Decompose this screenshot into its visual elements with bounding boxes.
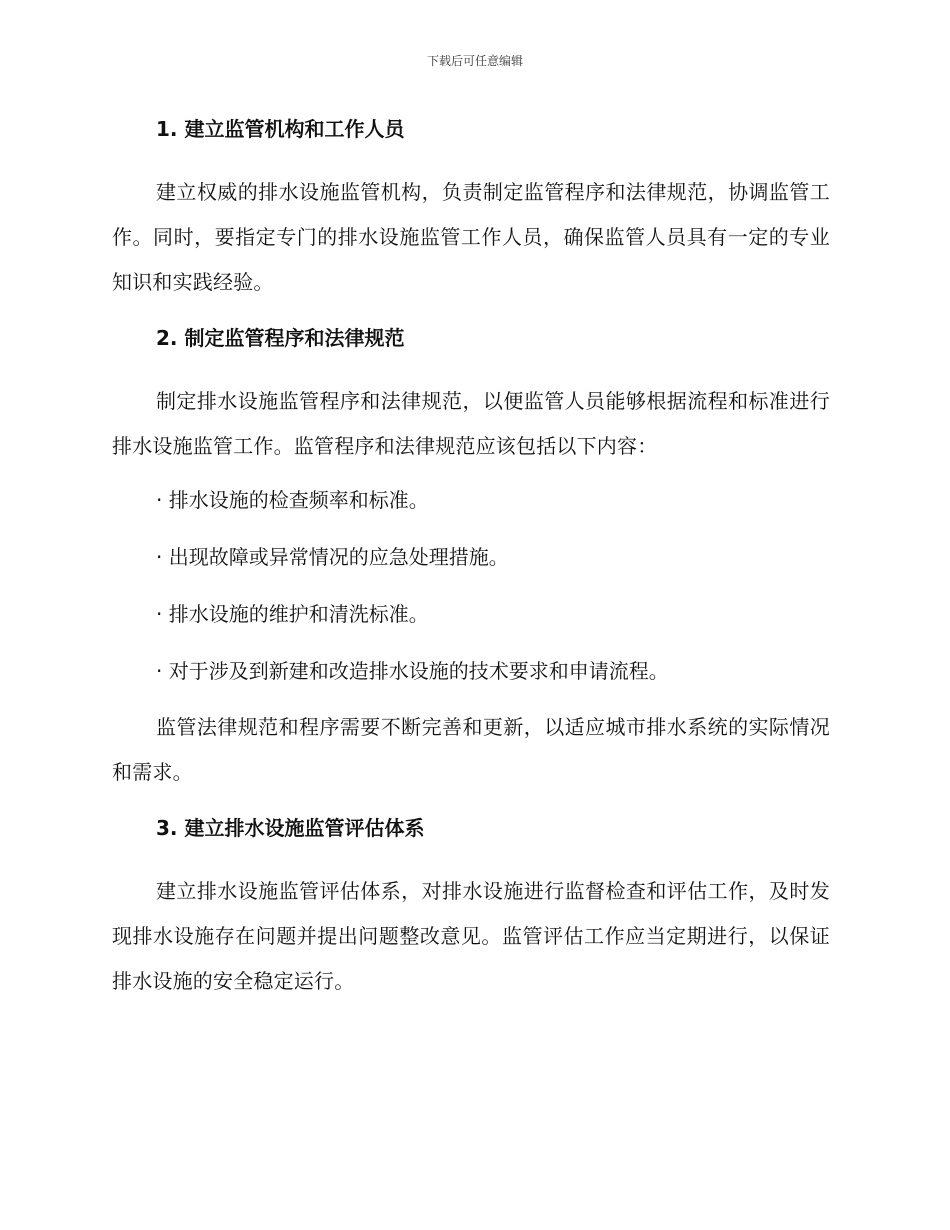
section-1-heading: 1. 建立监管机构和工作人员 [156,117,405,141]
section-2-paragraph: 制定排水设施监管程序和法律规范，以便监管人员能够根据流程和标准进行排水设施监管工作。监管程序和法律规范应该包括以下内容： [112,389,830,458]
section-2-closing: 监管法律规范和程序需要不断完善和更新，以适应城市排水系统的实际情况和需求。 [112,715,830,784]
section-1-paragraph: 建立权威的排水设施监管机构，负责制定监管程序和法律规范，协调监管工作。同时，要指定专门的排水设施监管工作人员，确保监管人员具有一定的专业知识和实践经验。 [112,180,830,294]
bullet-item-1: · 排水设施的检查频率和标准。 [156,488,429,512]
section-3-paragraph: 建立排水设施监管评估体系，对排水设施进行监督检查和评估工作，及时发现排水设施存在问题并提出问题整改意见。监管评估工作应当定期进行，以保证排水设施的安全稳定运行。 [112,879,830,993]
page-header: 下载后可任意编辑 [426,54,523,68]
document-body [112,112,830,1016]
section-2-heading: 2. 制定监管程序和法律规范 [156,326,405,350]
bullet-item-2: · 出现故障或异常情况的应急处理措施。 [156,545,509,569]
bullet-item-3: · 排水设施的维护和清洗标准。 [156,602,429,626]
section-3-heading: 3. 建立排水设施监管评估体系 [156,816,425,840]
bullet-item-4: · 对于涉及到新建和改造排水设施的技术要求和申请流程。 [156,659,669,683]
